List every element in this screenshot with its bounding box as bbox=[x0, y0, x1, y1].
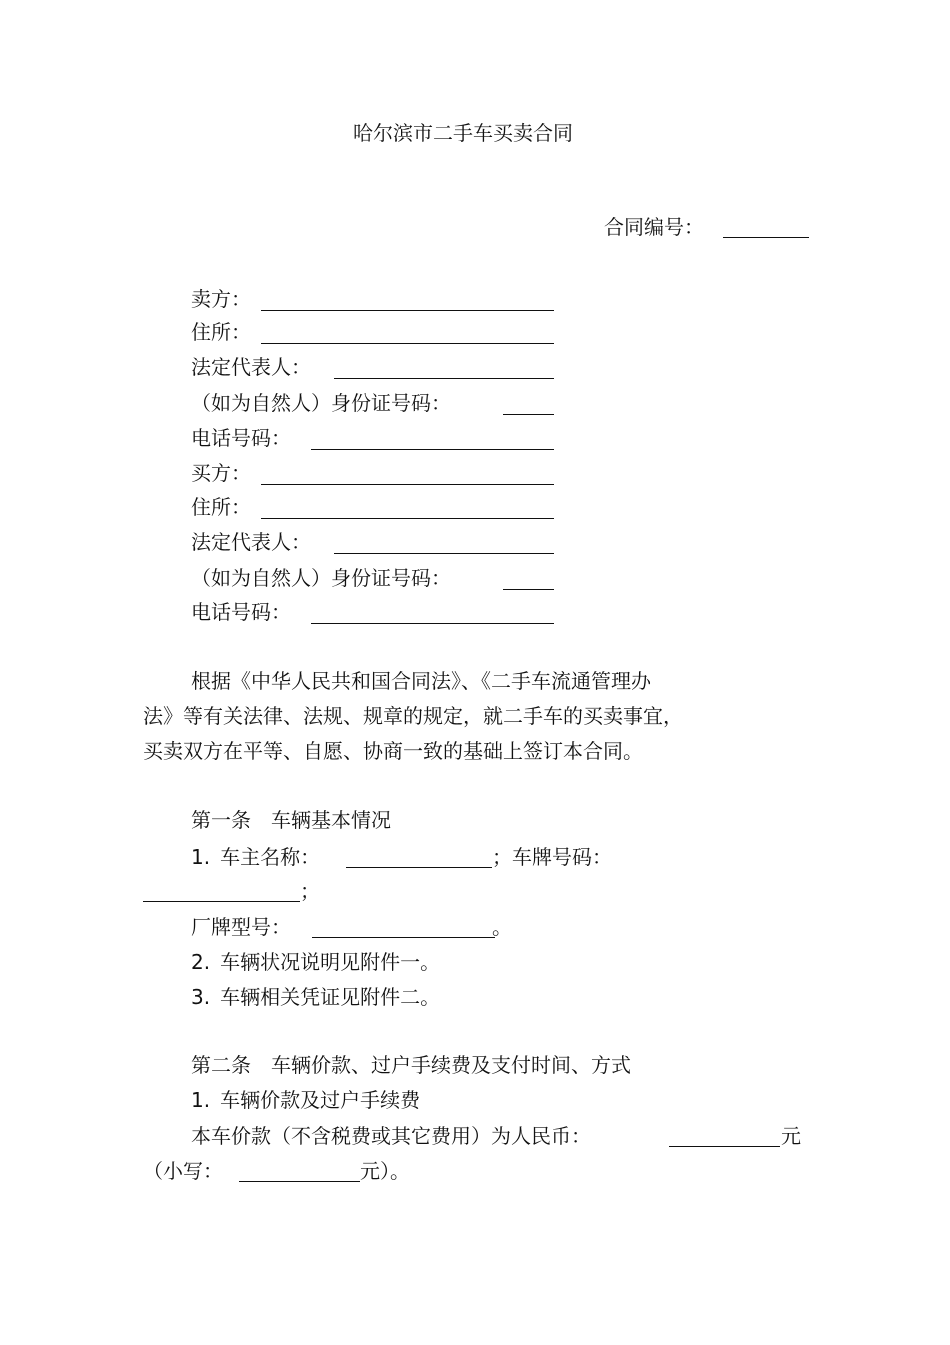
brand-model-blank bbox=[312, 913, 495, 938]
seller-id-field bbox=[191, 389, 556, 417]
seller-phone-blank bbox=[311, 449, 554, 450]
plate-number-blank bbox=[143, 877, 300, 902]
article-2-heading: 第二条 车辆价款、过户手续费及支付时间、方式 bbox=[191, 1053, 631, 1077]
price-small-blank bbox=[239, 1157, 360, 1182]
price-small-label: （小写： bbox=[143, 1159, 223, 1183]
seller-legal-rep-blank bbox=[334, 378, 554, 379]
seller-address-blank bbox=[261, 343, 554, 344]
preamble-line-2: 法》等有关法律、法规、规章的规定，就二手车的买卖事宜， bbox=[143, 704, 683, 728]
article-1-heading: 第一条 车辆基本情况 bbox=[191, 808, 391, 832]
buyer-phone-blank bbox=[311, 623, 554, 624]
seller-label: 卖方： bbox=[191, 287, 251, 311]
price-label: 本车价款（不含税费或其它费用）为人民币： bbox=[191, 1124, 591, 1148]
buyer-address-label: 住所： bbox=[191, 495, 251, 519]
article-1-item-2: 2. 车辆状况说明见附件一。 bbox=[191, 950, 441, 974]
plate-number-semicolon: ； bbox=[300, 879, 320, 903]
seller-field bbox=[191, 285, 556, 313]
buyer-address-field bbox=[191, 493, 556, 521]
preamble-line-1: 根据《中华人民共和国合同法》、《二手车流通管理办 bbox=[191, 669, 651, 693]
seller-address-label: 住所： bbox=[191, 320, 251, 344]
price-small-unit: 元）。 bbox=[360, 1159, 410, 1183]
buyer-id-label: （如为自然人）身份证号码： bbox=[191, 566, 451, 590]
seller-legal-rep-label: 法定代表人： bbox=[191, 355, 311, 379]
owner-name-label: 1. 车主名称： bbox=[191, 845, 321, 869]
buyer-legal-rep-field bbox=[191, 528, 556, 556]
seller-address-field bbox=[191, 318, 556, 346]
seller-legal-rep-field bbox=[191, 353, 556, 381]
seller-id-label: （如为自然人）身份证号码： bbox=[191, 391, 451, 415]
seller-blank bbox=[261, 310, 554, 311]
buyer-field bbox=[191, 459, 556, 487]
buyer-legal-rep-blank bbox=[334, 553, 554, 554]
price-blank bbox=[669, 1122, 780, 1147]
contract-number-label: 合同编号： bbox=[604, 215, 704, 239]
brand-model-period: 。 bbox=[492, 915, 512, 939]
buyer-id-field bbox=[191, 564, 556, 592]
document-title: 哈尔滨市二手车买卖合同 bbox=[353, 121, 573, 145]
buyer-legal-rep-label: 法定代表人： bbox=[191, 530, 311, 554]
price-unit: 元 bbox=[781, 1124, 801, 1148]
seller-id-blank bbox=[503, 414, 554, 415]
seller-phone-label: 电话号码： bbox=[191, 426, 291, 450]
buyer-phone-label: 电话号码： bbox=[191, 600, 291, 624]
plate-number-label: ；车牌号码： bbox=[492, 845, 612, 869]
buyer-phone-field bbox=[191, 598, 556, 626]
buyer-id-blank bbox=[503, 589, 554, 590]
preamble-line-3: 买卖双方在平等、自愿、协商一致的基础上签订本合同。 bbox=[143, 739, 643, 763]
buyer-address-blank bbox=[261, 518, 554, 519]
seller-phone-field bbox=[191, 424, 556, 452]
buyer-label: 买方： bbox=[191, 461, 251, 485]
brand-model-label: 厂牌型号： bbox=[191, 915, 291, 939]
owner-name-blank bbox=[346, 843, 492, 868]
contract-number-blank bbox=[723, 213, 809, 238]
article-2-item-1: 1. 车辆价款及过户手续费 bbox=[191, 1088, 421, 1112]
article-1-item-3: 3. 车辆相关凭证见附件二。 bbox=[191, 985, 441, 1009]
buyer-blank bbox=[261, 484, 554, 485]
article-1-item-1 bbox=[191, 843, 320, 871]
